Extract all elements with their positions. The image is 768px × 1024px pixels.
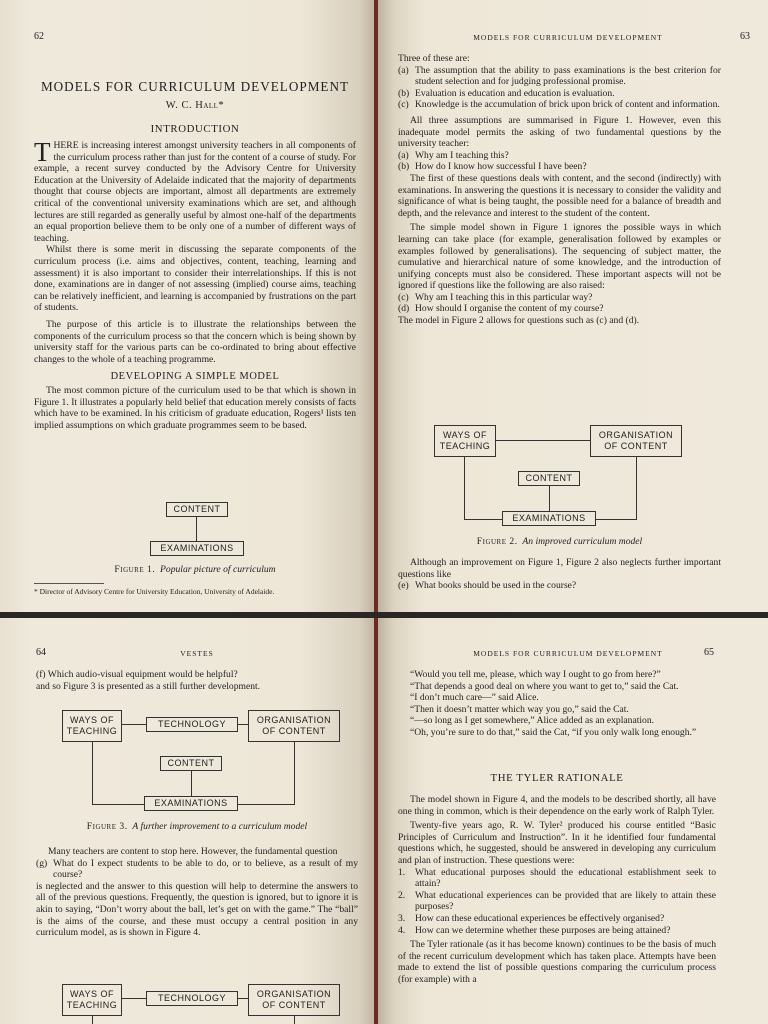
- figure3-organisation-box: ORGANISATION OF CONTENT: [248, 710, 340, 742]
- paragraph: The simple model shown in Figure 1 ignores the possible ways in which learning can take place (for example, generalisation followed by examples or examples followed by generalisations). The sequencing of subject matter, the cumulative and hierarchical nature of some knowledge, and the introduction of unifying concepts must also be considered. These important aspects will not be ignored if questions like the following are also raised:: [398, 222, 721, 292]
- figure2-connector: [636, 457, 637, 519]
- running-head: VESTES: [180, 649, 214, 658]
- figure3-examinations-box: EXAMINATIONS: [144, 796, 238, 811]
- list-item: (a) The assumption that the ability to pass examinations is the best criterion for student selection and for judging professional promise.: [398, 64, 721, 88]
- figure2-connector: [596, 519, 637, 520]
- paragraph: Although an improvement on Figure 1, Figure 2 also neglects further important questions like: [398, 557, 721, 580]
- figure2-examinations-box: EXAMINATIONS: [502, 511, 596, 526]
- figure4-connector: [238, 998, 248, 999]
- list-item: (c) Knowledge is the accumulation of brick upon brick of content and information.: [398, 99, 720, 111]
- figure4-ways-of-teaching-box: WAYS OF TEACHING: [62, 984, 122, 1016]
- list-item: 4. How can we determine whether these purposes are being attained?: [398, 924, 671, 936]
- figure2-content-box: CONTENT: [518, 471, 580, 486]
- figure3-connector: [191, 771, 192, 796]
- page-number: 63: [740, 31, 750, 42]
- list-item: (a) Why am I teaching this?: [398, 149, 509, 161]
- figure1-connector: [196, 517, 197, 541]
- quote-line: “That depends a good deal on where you want to get to,” said the Cat.: [410, 680, 679, 692]
- paragraph: is neglected and the answer to this question will help to determine the answers to all of the previous questions. Frequently, the question is ignored, but to ignore it is akin to saying, “Don’t worry about the ball, let’s get on with the game.” The “ball” is the aims of the course, and these must occupy a central position in any curriculum model, as is shown in Figure 4.: [36, 880, 358, 939]
- paragraph: Many teachers are content to stop here. However, the fundamental question: [48, 846, 338, 857]
- author: W. C. Hall*: [165, 100, 225, 111]
- paragraph: and so Figure 3 is presented as a still further development.: [36, 680, 261, 692]
- page-63-body-bottom: [398, 557, 721, 592]
- figure2-connector: [496, 440, 590, 441]
- article-title: MODELS FOR CURRICULUM DEVELOPMENT: [40, 79, 350, 94]
- page-number: 64: [36, 647, 46, 658]
- paragraph: The model in Figure 2 allows for questions such as (c) and (d).: [398, 315, 640, 327]
- figure3-connector: [92, 742, 93, 804]
- page-63-body-top: [398, 53, 721, 327]
- page-number: 65: [704, 647, 714, 658]
- footnote: * Director of Advisory Centre for University Education, University of Adelaide.: [34, 587, 275, 596]
- list-item: 3. How can these educational experiences be effectively organised?: [398, 912, 665, 924]
- paragraph: Twenty-five years ago, R. W. Tyler² produced his course entitled “Basic Principles of Curriculum and Instruction”. In it he identified four fundamental questions which, he suggested, should be answered in developing any curriculum and plan of instruction. These questions were:: [398, 820, 716, 866]
- figure1-examinations-box: EXAMINATIONS: [150, 541, 244, 556]
- figure3-connector: [122, 724, 146, 725]
- list-item: (b) Evaluation is education and education is evaluation.: [398, 87, 615, 99]
- list-item: 1. What educational purposes should the educational establishment seek to attain?: [398, 866, 716, 890]
- paragraph: The most common picture of the curriculum used to be that which is shown in Figure 1. It illustrates a popularly held belief that education merely consists of facts which have to be examined. In his criticism of graduate education, Rogers¹ lists ten implied assumptions on which graduate programmes seem to be based.: [34, 385, 356, 432]
- figure3-connector: [238, 804, 295, 805]
- list-item: (g) What do I expect students to be able to do, or to believe, as a result of my course?: [36, 857, 358, 881]
- figure3-connector: [92, 804, 144, 805]
- list-item: (b) How do I know how successful I have been?: [398, 161, 587, 173]
- paragraph: Whilst there is some merit in discussing the separate components of the curriculum process (i.e. aims and objectives, content, teaching, learning and assessment) it is also important to consider their interrelationships. If this is not done, examinations are in danger of not assessing (implied) course aims, teaching can be relatively inefficient, and learning is accompanied by frustrations on the part of students.: [34, 244, 356, 314]
- figure3-connector: [294, 742, 295, 804]
- page-64-body-bottom: [36, 846, 358, 939]
- figure3-content-box: CONTENT: [160, 756, 222, 771]
- figure2-ways-of-teaching-box: WAYS OF TEACHING: [434, 425, 496, 457]
- alice-quote: [398, 669, 716, 739]
- page-62: [0, 0, 374, 612]
- list-item: 2. What educational experiences can be provided that are likely to attain these purposes?: [398, 889, 716, 913]
- paragraph: All three assumptions are summarised in Figure 1. However, even this inadequate model permits the asking of two fundamental questions by the university teacher:: [398, 114, 721, 150]
- footnote-rule: [34, 583, 104, 584]
- figure3-technology-box: TECHNOLOGY: [146, 717, 238, 732]
- figure2-organisation-box: ORGANISATION OF CONTENT: [590, 425, 682, 457]
- quote-line: “I don’t much care—” said Alice.: [410, 692, 539, 704]
- paragraph: Three of these are:: [398, 53, 470, 64]
- paragraph: THERE is increasing interest amongst university teachers in all components of the curriculum process rather than just for the content of a course of study. For example, a recent survey conducted by the Advisory Centre for University Education at the University of Adelaide indicated that the majority of departments thought that course objects are important, almost all departments are extremely critical of the conventional university examinations which are set, and although lectures are still regarded as generally useful by almost one-half of the departments an equal proportion believe them to be only one of a number of different ways of teaching.: [34, 137, 356, 244]
- figure4-connector: [294, 1016, 295, 1024]
- list-item: (e) What books should be used in the course?: [398, 580, 577, 592]
- figure3-ways-of-teaching-box: WAYS OF TEACHING: [62, 710, 122, 742]
- page-65: [378, 618, 768, 1024]
- figure3-connector: [238, 724, 248, 725]
- page-65-body: [398, 794, 716, 986]
- article-body-top: [34, 137, 356, 432]
- running-head: MODELS FOR CURRICULUM DEVELOPMENT: [473, 649, 663, 658]
- list-item: (c) Why am I teaching this in this particular way?: [398, 291, 593, 303]
- introduction-heading: INTRODUCTION: [150, 123, 240, 135]
- quote-line: “—so long as I get somewhere,” Alice added as an explanation.: [410, 715, 655, 727]
- figure4-technology-box: TECHNOLOGY: [146, 991, 238, 1006]
- figure1-caption: Figure 1. Popular picture of curriculum: [114, 564, 276, 575]
- figure1-content-box: CONTENT: [166, 502, 228, 517]
- paragraph: The model shown in Figure 4, and the models to be described shortly, all have one thing in common, which is their dependence on the early work of Ralph Tyler.: [398, 794, 716, 817]
- paragraph: The Tyler rationale (as it has become known) continues to be the basis of much of the recent curriculum development which has taken place. Attempts have been made to extend the list of possible questions comparing the curriculum process (for example) with a: [398, 939, 716, 985]
- list-item: (d) How should I organise the content of my course?: [398, 303, 604, 315]
- paragraph: (f) Which audio-visual equipment would be helpful?: [36, 669, 238, 680]
- section-heading: DEVELOPING A SIMPLE MODEL: [110, 371, 280, 383]
- page-63: [378, 0, 768, 612]
- page-number: 62: [34, 31, 44, 42]
- section-heading: THE TYLER RATIONALE: [490, 772, 624, 784]
- page-64: [0, 618, 374, 1024]
- figure4-connector: [122, 998, 146, 999]
- figure3-caption: Figure 3. A further improvement to a curriculum model: [86, 821, 308, 832]
- paragraph: The purpose of this article is to illustrate the relationships between the components of the curriculum process so that the concern which is being shown by university staff for the various parts can be co-ordinated to bring about effective changes to the whole of a teaching programme.: [34, 318, 356, 365]
- drop-cap: T: [34, 137, 51, 167]
- figure2-connector: [464, 519, 502, 520]
- figure4-organisation-box: ORGANISATION OF CONTENT: [248, 984, 340, 1016]
- page-64-body-top: [36, 669, 358, 692]
- figure2-connector: [549, 486, 550, 512]
- quote-line: “Would you tell me, please, which way I ought to go from here?”: [410, 669, 661, 680]
- figure2-caption: Figure 2. An improved curriculum model: [476, 536, 643, 547]
- paragraph: The first of these questions deals with content, and the second (indirectly) with examinations. In answering the questions it is necessary to consider the validity and significance of what is being taught, the possible need for a balance of breadth and depth, and the relevance and interest to the student of the content.: [398, 172, 721, 219]
- running-head: MODELS FOR CURRICULUM DEVELOPMENT: [473, 33, 663, 42]
- quote-line: “Oh, you’re sure to do that,” said the Cat, “if you only walk long enough.”: [410, 726, 697, 738]
- figure2-connector: [464, 457, 465, 519]
- quote-line: “Then it doesn’t matter which way you go,” said the Cat.: [410, 703, 629, 715]
- figure4-connector: [92, 1016, 93, 1024]
